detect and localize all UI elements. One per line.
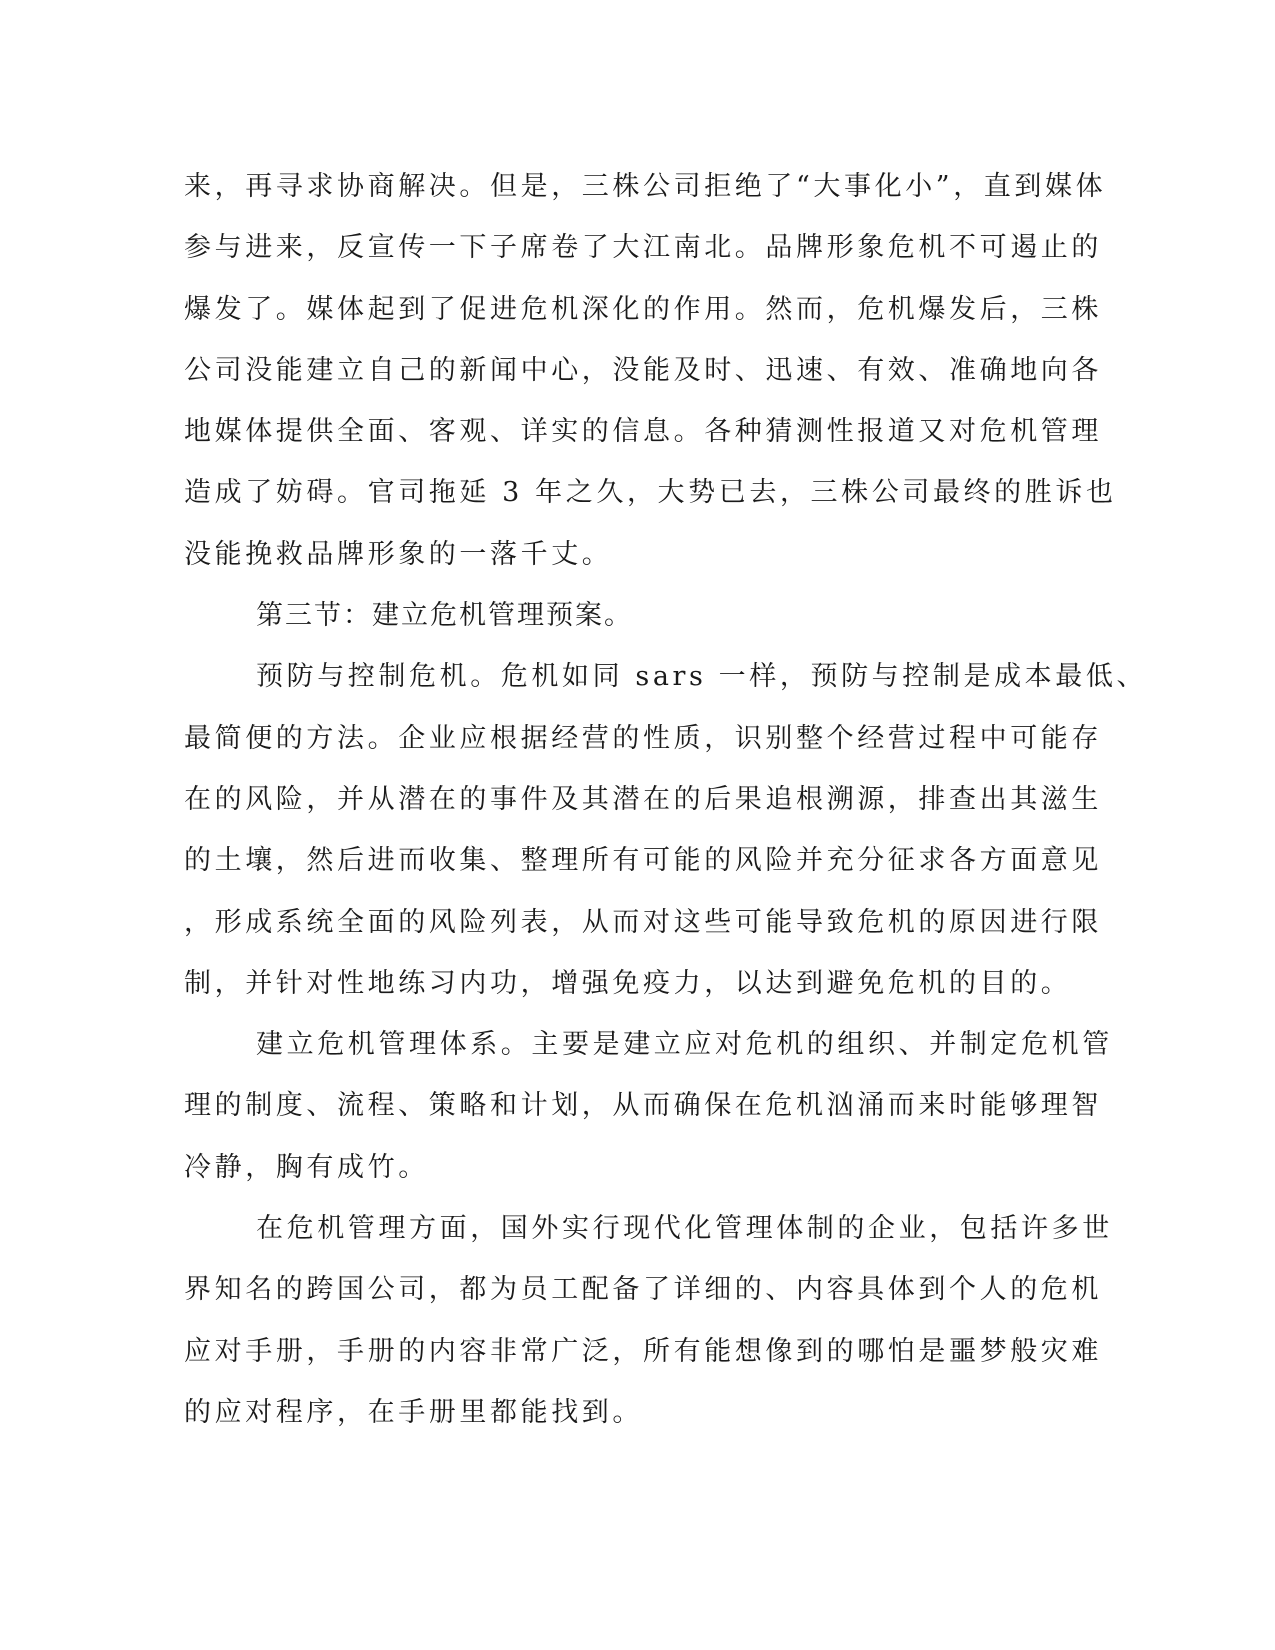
- section-title: 第三节：建立危机管理预案。: [256, 600, 633, 632]
- text-line: 参与进来，反宣传一下子席卷了大江南北。品牌形象危机不可遏止的: [184, 232, 1102, 264]
- text-line: 没能挽救品牌形象的一落千丈。: [184, 538, 613, 570]
- text-line: 在的风险，并从潜在的事件及其潜在的后果追根溯源，排查出其滋生: [184, 783, 1102, 815]
- paragraph-sanzhu-case: [184, 156, 1117, 585]
- text-line: 建立危机管理体系。主要是建立应对危机的组织、并制定危机管: [256, 1029, 1113, 1061]
- paragraph-management-system: [184, 1014, 1113, 1198]
- text-line: 地媒体提供全面、客观、详实的信息。各种猜测性报道又对危机管理: [184, 416, 1102, 448]
- text-line: 界知名的跨国公司，都为员工配备了详细的、内容具体到个人的危机: [184, 1274, 1102, 1306]
- text-line: 理的制度、流程、策略和计划，从而确保在危机汹涌而来时能够理智: [184, 1090, 1102, 1122]
- text-line: 在危机管理方面，国外实行现代化管理体制的企业，包括许多世: [256, 1213, 1113, 1245]
- text-line: 造成了妨碍。官司拖延 3 年之久，大势已去，三株公司最终的胜诉也: [184, 477, 1117, 509]
- section-heading: [184, 585, 1044, 646]
- text-line: 冷静，胸有成竹。: [184, 1151, 429, 1183]
- text-line: 公司没能建立自己的新闻中心，没能及时、迅速、有效、准确地向各: [184, 354, 1102, 386]
- text-line: 的应对程序，在手册里都能找到。: [184, 1396, 643, 1428]
- text-line: 的土壤，然后进而收集、整理所有可能的风险并充分征求各方面意见: [184, 845, 1102, 877]
- text-line: 来，再寻求协商解决。但是，三株公司拒绝了“大事化小”，直到媒体: [184, 171, 1107, 202]
- text-line: 爆发了。媒体起到了促进危机深化的作用。然而，危机爆发后，三株: [184, 293, 1102, 325]
- text-line: 最简便的方法。企业应根据经营的性质，识别整个经营过程中可能存: [184, 722, 1102, 754]
- text-line: 预防与控制危机。危机如同 sars 一样，预防与控制是成本最低、: [256, 661, 1148, 693]
- text-line: 应对手册，手册的内容非常广泛，所有能想像到的哪怕是噩梦般灾难: [184, 1335, 1102, 1367]
- document-body: [184, 156, 1148, 1443]
- text-line: 制，并针对性地练习内功，增强免疫力，以达到避免危机的目的。: [184, 967, 1072, 999]
- text-line: ，形成系统全面的风险列表，从而对这些可能导致危机的原因进行限: [184, 906, 1102, 938]
- paragraph-foreign-practice: [184, 1198, 1113, 1443]
- paragraph-prevention: [184, 646, 1148, 1014]
